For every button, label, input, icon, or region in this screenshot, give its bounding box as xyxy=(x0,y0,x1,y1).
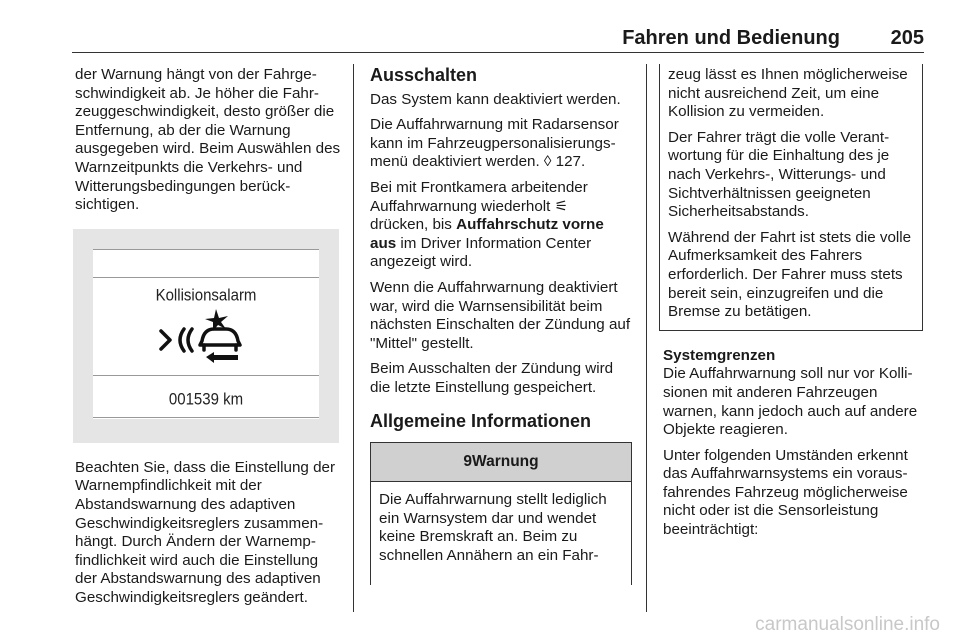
paragraph: Während der Fahrt ist stets die volle Aufmerksamkeit des Fahrers erforderlich. Der Fahrer muss stets bereit sein, einzugreifen und die Bremse zu betätigen. xyxy=(668,228,912,321)
paragraph: Unter folgenden Umständen erkennt das Auffahrwarnsystems ein vorausfahrendes Fahrzeug möglicherweise nicht oder ist die Sensorleistung beeinträchtigt: xyxy=(663,446,908,539)
collision-alert-icon xyxy=(156,307,256,367)
column-divider-1 xyxy=(353,64,354,612)
warning-box-continued xyxy=(659,64,923,331)
warning-box xyxy=(370,442,632,585)
column-1 xyxy=(75,66,343,615)
paragraph: Die Auffahrwarnung mit Radarsensor kann im Fahrzeugpersonalisierungsmenü deaktiviert werden. ◊ 127. xyxy=(370,116,619,171)
text-run: drücken, bis xyxy=(370,216,457,234)
display-line xyxy=(93,375,319,376)
odometer: 001539 km xyxy=(168,389,244,409)
warning-text: Die Auffahrwarnung stellt lediglich ein Warnsystem dar und wendet keine Bremskraft an. Beim zu schnellen Annähern an ein Fahr- xyxy=(379,491,607,564)
page-header xyxy=(0,0,960,60)
section-title: Fahren und Bedienung xyxy=(622,27,840,49)
header-rule xyxy=(72,52,924,53)
paragraph: zeug lässt es Ihnen möglicherweise nicht ausreichend Zeit, um eine Kollision zu vermeiden. xyxy=(668,66,908,121)
display-line xyxy=(93,249,319,250)
text-run: Bei mit Frontkamera arbeitender Auffahrwarnung wiederholt xyxy=(370,178,588,215)
paragraph: Das System kann deaktiviert werden. xyxy=(370,90,621,108)
column-3 xyxy=(663,66,925,547)
paragraph xyxy=(370,179,632,272)
menu-keyword: Auffahrschutz vorne aus xyxy=(370,216,604,252)
heading-ausschalten: Ausschalten xyxy=(370,65,478,85)
warning-label: Warnung xyxy=(472,453,539,471)
paragraph: Die Auffahrwarnung soll nur vor Kollisionen mit anderen Fahrzeugen warnen, kann jedoch auch auf andere Objekte reagieren. xyxy=(663,365,918,439)
text-run: im Driver Information Center angezeigt wird. xyxy=(370,234,592,271)
display-figure xyxy=(73,229,339,443)
warning-icon: 9 xyxy=(463,453,473,471)
driver-info-display xyxy=(93,249,319,419)
paragraph: der Warnung hängt von der Fahrgeschwindigkeit ab. Je höher die Fahrzeuggeschwindigkeit, desto größer die Entfernung, ab der die Warnung ausgegeben wird. Beim Auswählen des Warnzeitpunkts die Verkehrs- und Witterungsbedingungen berücksichtigen. xyxy=(75,66,341,214)
column-divider-2 xyxy=(646,64,647,612)
column-2 xyxy=(370,66,632,585)
display-line xyxy=(93,277,319,278)
display-title: Kollisionsalarm xyxy=(155,285,257,305)
watermark: carmanualsonline.info xyxy=(755,614,940,635)
paragraph: Beim Ausschalten der Zündung wird die letzte Einstellung gespeichert. xyxy=(370,360,614,396)
warning-header xyxy=(371,443,631,482)
steering-button-icon: ⚟ xyxy=(554,197,569,215)
display-line xyxy=(93,417,319,418)
page-number: 205 xyxy=(890,27,924,49)
paragraph: Der Fahrer trägt die volle Verantwortung für die Einhaltung des je nach Verkehrs-, Witterungs- und Sichtverhältnissen geeigneten Sicherheitsabstands. xyxy=(668,128,890,221)
paragraph: Wenn die Auffahrwarnung deaktiviert war, wird die Warnsensibilität beim nächsten Einschalten der Zündung auf "Mittel" gestellt. xyxy=(370,278,631,352)
heading-allgemeine-informationen: Allgemeine Informationen xyxy=(370,410,592,431)
heading-systemgrenzen: Systemgrenzen xyxy=(663,346,776,364)
paragraph: Beachten Sie, dass die Einstellung der Warnempfindlichkeit mit der Abstandswarnung des adaptiven Geschwindigkeitsreglers zusammenhängt. Durch Ändern der Warnempfindlichkeit wird auch die Einstellung der Abstandswarnung des adaptiven Geschwindigkeitsreglers geändert. xyxy=(75,458,336,606)
